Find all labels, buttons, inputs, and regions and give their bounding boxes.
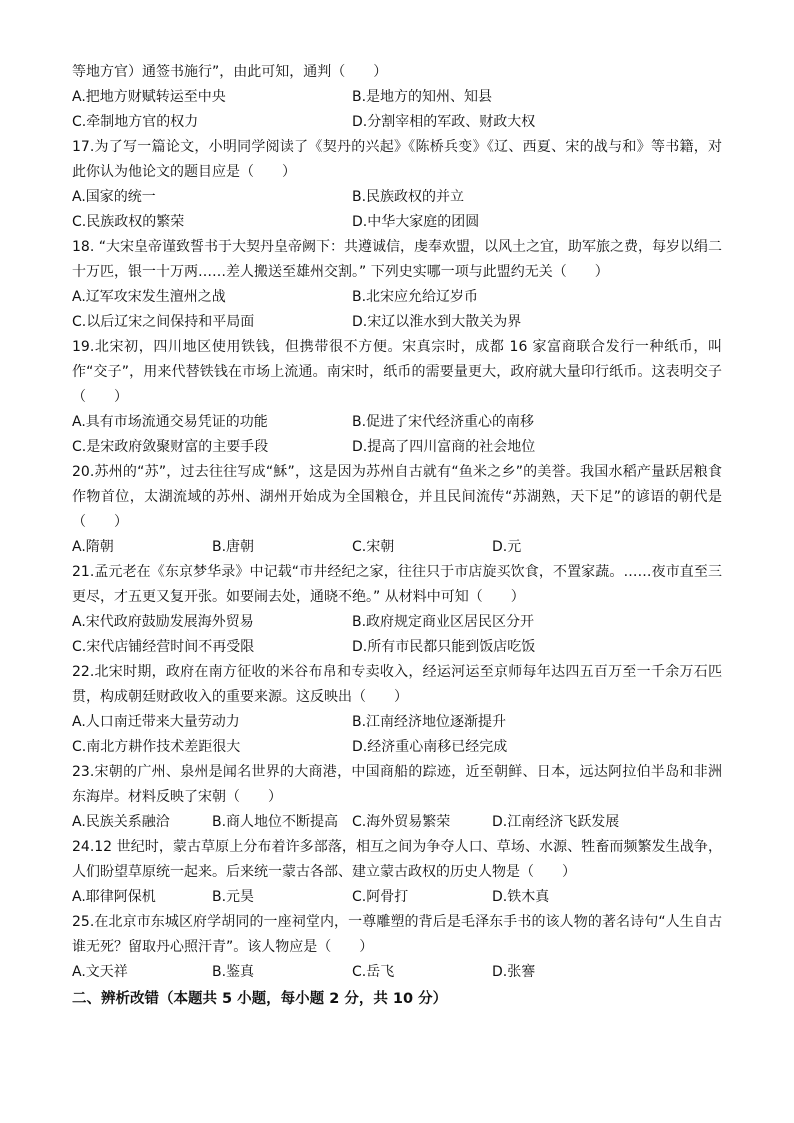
question-stem: 等地方官）通签书施行”，由此可知，通判（ ） [72, 64, 388, 80]
option-d: D.经济重心南移已经完成 [352, 739, 508, 755]
option-d: D.提高了四川富商的社会地位 [352, 439, 536, 455]
question-21 [72, 560, 722, 660]
question-22 [72, 660, 722, 760]
question-stem: 24.12 世纪时，蒙古草原上分布着许多部落，相互之间为争夺人口、草场、水源、牲畜而频繁发生战争，人们盼望草原统一起来。后来统一蒙古各部、建立蒙古政权的历史人物是（ ） [72, 839, 722, 880]
question-24 [72, 835, 722, 910]
option-row [72, 285, 722, 310]
option-c: C.宋朝 [352, 539, 395, 555]
question-17 [72, 135, 722, 235]
question-25 [72, 910, 722, 985]
question-20 [72, 460, 722, 560]
option-a: A.民族关系融洽 [72, 814, 170, 830]
option-d: D.宋辽以淮水到大散关为界 [352, 314, 522, 330]
question-stem: 23.宋朝的广州、泉州是闻名世界的大商港，中国商船的踪迹，近至朝鲜、日本，远达阿拉伯半岛和非洲东海岸。材料反映了宋朝（ ） [72, 764, 722, 805]
option-row [72, 210, 722, 235]
question-list [72, 60, 722, 1012]
option-row [72, 110, 722, 135]
option-d: D.张謇 [492, 964, 536, 980]
option-a: A.耶律阿保机 [72, 889, 156, 905]
option-b: B.促进了宋代经济重心的南移 [352, 414, 535, 430]
option-a: A.宋代政府鼓励发展海外贸易 [72, 614, 254, 630]
option-a: A.隋朝 [72, 539, 114, 555]
option-a: A.具有市场流通交易凭证的功能 [72, 414, 268, 430]
option-b: B.元昊 [212, 889, 255, 905]
option-row [72, 185, 722, 210]
option-a: A.把地方财赋转运至中央 [72, 89, 226, 105]
option-row [72, 960, 722, 985]
option-row [72, 85, 722, 110]
question-stem: 22.北宋时期，政府在南方征收的米谷布帛和专卖收入，经运河运至京师每年达四五百万至一千余万石匹贯，构成朝廷财政收入的重要来源。这反映出（ ） [72, 664, 722, 705]
option-a: A.国家的统一 [72, 189, 156, 205]
question-16-continuation [72, 60, 722, 135]
option-a: A.人口南迁带来大量劳动力 [72, 714, 240, 730]
question-stem: 17.为了写一篇论文，小明同学阅读了《契丹的兴起》《陈桥兵变》《辽、西夏、宋的战与和》等书籍，对此你认为他论文的题目应是（ ） [72, 139, 722, 180]
option-d: D.所有市民都只能到饭店吃饭 [352, 639, 536, 655]
option-d: D.江南经济飞跃发展 [492, 814, 620, 830]
question-19 [72, 335, 722, 460]
option-c: C.海外贸易繁荣 [352, 814, 451, 830]
option-d: D.铁木真 [492, 889, 550, 905]
option-d: D.分割宰相的军政、财政大权 [352, 114, 536, 130]
option-row [72, 885, 722, 910]
option-row [72, 310, 722, 335]
option-b: B.政府规定商业区居民区分开 [352, 614, 535, 630]
option-row [72, 810, 722, 835]
option-d: D.中华大家庭的团圆 [352, 214, 480, 230]
option-row [72, 710, 722, 735]
option-row [72, 435, 722, 460]
option-b: B.是地方的知州、知县 [352, 89, 493, 105]
option-b: B.北宋应允给辽岁币 [352, 289, 479, 305]
section-2-heading: 二、辨析改错（本题共 5 小题，每小题 2 分，共 10 分） [72, 991, 448, 1007]
option-row [72, 410, 722, 435]
option-b: B.鉴真 [212, 964, 255, 980]
option-c: C.民族政权的繁荣 [72, 214, 185, 230]
option-c: C.南北方耕作技术差距很大 [72, 739, 241, 755]
option-c: C.岳飞 [352, 964, 395, 980]
question-23 [72, 760, 722, 835]
question-18 [72, 235, 722, 335]
question-stem: 18. “大宋皇帝谨致誓书于大契丹皇帝阙下：共遵诚信，虔奉欢盟，以风土之宜，助军旅之费，每岁以绢二十万匹，银一十万两……差人搬送至雄州交割。” 下列史实哪一项与此盟约无关（ ） [72, 239, 722, 280]
option-b: B.江南经济地位逐渐提升 [352, 714, 507, 730]
option-row [72, 610, 722, 635]
option-a: A.辽军攻宋发生澶州之战 [72, 289, 226, 305]
question-stem: 25.在北京市东城区府学胡同的一座祠堂内，一尊雕塑的背后是毛泽东手书的该人物的著名诗句“人生自古谁无死？留取丹心照汗青”。该人物应是（ ） [72, 914, 722, 955]
option-c: C.宋代店铺经营时间不再受限 [72, 639, 255, 655]
option-b: B.民族政权的并立 [352, 189, 465, 205]
option-b: B.商人地位不断提高 [212, 814, 339, 830]
option-c: C.牵制地方官的权力 [72, 114, 199, 130]
question-stem: 20.苏州的“苏”，过去往往写成“穌”，这是因为苏州自古就有“鱼米之乡”的美誉。我国水稻产量跃居粮食作物首位，太湖流域的苏州、湖州开始成为全国粮仓，并且民间流传“苏湖熟，天下足”的谚语的朝代是（ ） [72, 464, 722, 530]
option-a: A.文天祥 [72, 964, 128, 980]
option-b: B.唐朝 [212, 539, 255, 555]
option-c: C.是宋政府敛聚财富的主要手段 [72, 439, 269, 455]
option-c: C.以后辽宋之间保持和平局面 [72, 314, 255, 330]
question-stem: 21.孟元老在《东京梦华录》中记载“市井经纪之家，往往只于市店旋买饮食，不置家蔬。……夜市直至三更尽，才五更又复开张。如要闹去处，通晓不绝。” 从材料中可知（ ） [72, 564, 722, 605]
option-row [72, 635, 722, 660]
option-c: C.阿骨打 [352, 889, 409, 905]
questions-container [72, 135, 722, 985]
option-d: D.元 [492, 539, 522, 555]
option-row [72, 535, 722, 560]
option-row [72, 735, 722, 760]
question-stem: 19.北宋初，四川地区使用铁钱，但携带很不方便。宋真宗时，成都 16 家富商联合发行一种纸币，叫作“交子”，用来代替铁钱在市场上流通。南宋时，纸币的需要量更大，政府就大量印行纸币。这表明交子（ ） [72, 339, 722, 405]
